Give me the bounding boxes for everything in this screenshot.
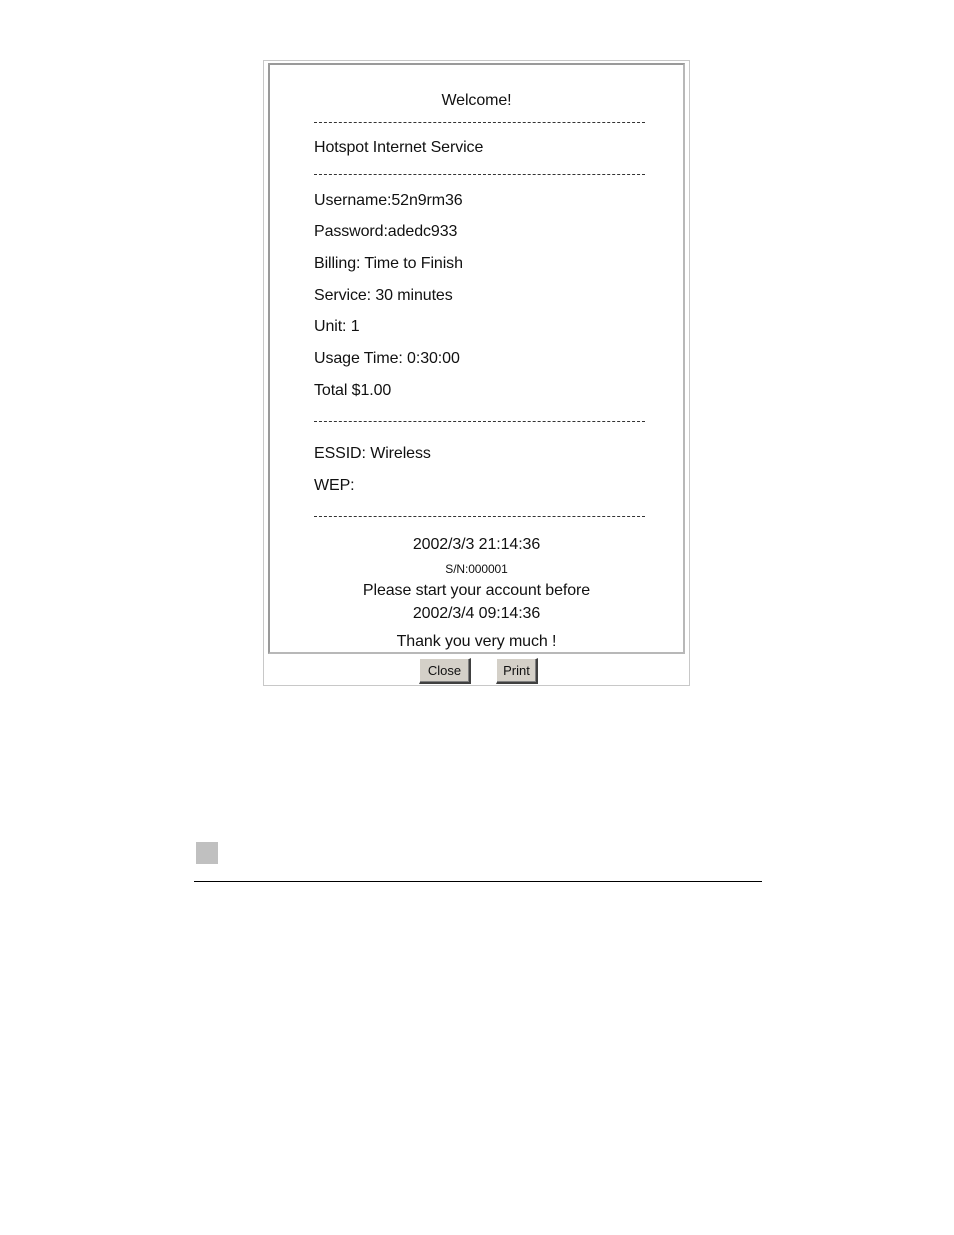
receipt-panel (268, 63, 685, 654)
serial-number: S/N:000001 (445, 562, 508, 576)
unit-text: Unit: 1 (314, 318, 360, 335)
divider (314, 122, 645, 123)
expiry-datetime: 2002/3/4 09:14:36 (412, 605, 541, 622)
welcome-text: Welcome! (441, 92, 512, 109)
datetime-text: 2002/3/3 21:14:36 (412, 536, 541, 553)
wep-text: WEP: (314, 477, 355, 494)
total-text: Total $1.00 (314, 382, 392, 399)
print-button[interactable]: Print (496, 658, 538, 684)
essid-text: ESSID: Wireless (314, 445, 431, 462)
start-notice: Please start your account before (362, 582, 591, 599)
horizontal-rule (194, 881, 762, 882)
usage-time-text: Usage Time: 0:30:00 (314, 350, 460, 367)
divider (314, 421, 645, 422)
billing-text: Billing: Time to Finish (314, 255, 463, 272)
bullet-square (196, 842, 218, 864)
close-button[interactable]: Close (419, 658, 471, 684)
password-text: Password:adedc933 (314, 223, 458, 240)
thanks-text: Thank you very much ! (396, 633, 557, 650)
service-name: Hotspot Internet Service (314, 139, 484, 156)
receipt-window (263, 60, 690, 686)
service-text: Service: 30 minutes (314, 287, 453, 304)
divider (314, 516, 645, 517)
divider (314, 174, 645, 175)
username-text: Username:52n9rm36 (314, 192, 463, 209)
